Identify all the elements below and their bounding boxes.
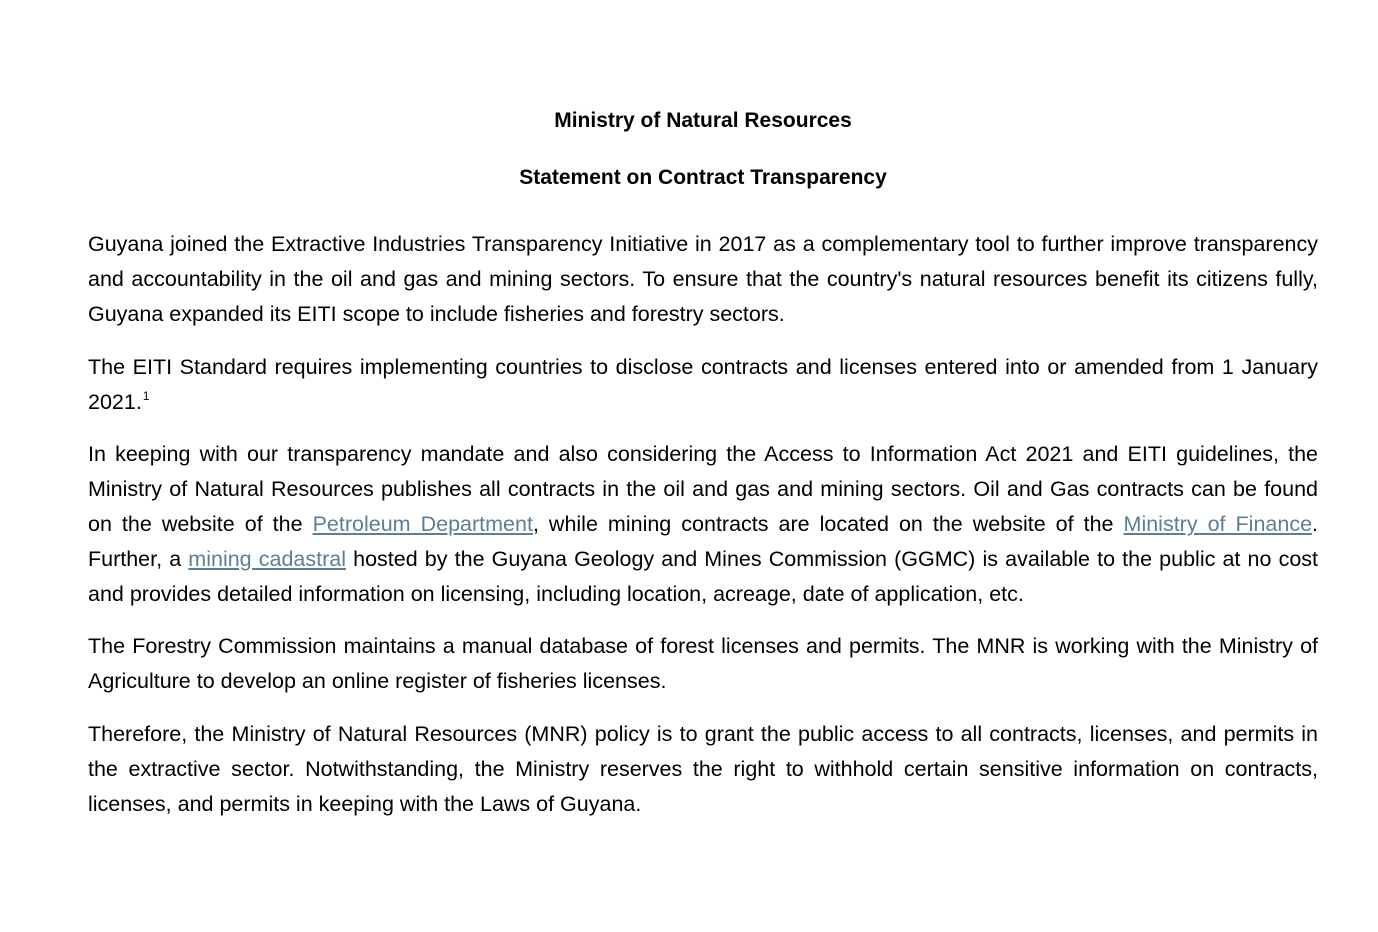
paragraph-segment-3: . Further, a [88,512,1319,571]
paragraph-transparency-mandate [88,437,1318,611]
link-ministry-of-finance[interactable]: Ministry of Finance [1123,512,1313,537]
paragraph-segment-2: , while mining contracts are located on the website of the [532,512,1124,537]
footnote-reference-1: 1 [142,389,150,404]
paragraph-segment-1: In keeping with our transparency mandate and also considering the Access to Information Act 2021 and EITI guidelines, the Ministry of Natural Resources publishes all contracts in the oil and gas and mining sectors. Oil and Gas contracts can be found on the website of the [88,442,1318,537]
paragraph-eiti-membership: Guyana joined the Extractive Industries Transparency Initiative in 2017 as a complementary tool to further improve transparency and accountability in the oil and gas and mining sectors. To ensure that the country's natural resources benefit its citizens fully, Guyana expanded its EITI scope to include fisheries and forestry sectors. [88,232,1318,327]
paragraph-segment-4: hosted by the Guyana Geology and Mines Commission (GGMC) is available to the public at no cost and provides detailed information on licensing, including location, acreage, date of application, etc. [88,546,1318,606]
paragraph-forestry-commission: The Forestry Commission maintains a manual database of forest licenses and permits. The MNR is working with the Ministry of Agriculture to develop an online register of fisheries licenses. [88,634,1318,694]
paragraph-eiti-standard-text: The EITI Standard requires implementing countries to disclose contracts and licenses entered into or amended from 1 January 2021. [88,354,1318,414]
page-title: Ministry of Natural Resources [554,109,852,132]
link-petroleum-department[interactable]: Petroleum Department [312,512,533,537]
document-body [88,0,1318,821]
link-mining-cadastral[interactable]: mining cadastral [188,546,346,571]
page-subtitle: Statement on Contract Transparency [519,165,887,189]
paragraph-mnr-policy: Therefore, the Ministry of Natural Resources (MNR) policy is to grant the public access to all contracts, licenses, and permits in the extractive sector. Notwithstanding, the Ministry reserves the right to withhold certain sensitive information on contracts, licenses, and permits in keeping with the Laws of Guyana. [88,722,1318,816]
paragraph-eiti-standard [88,350,1318,420]
